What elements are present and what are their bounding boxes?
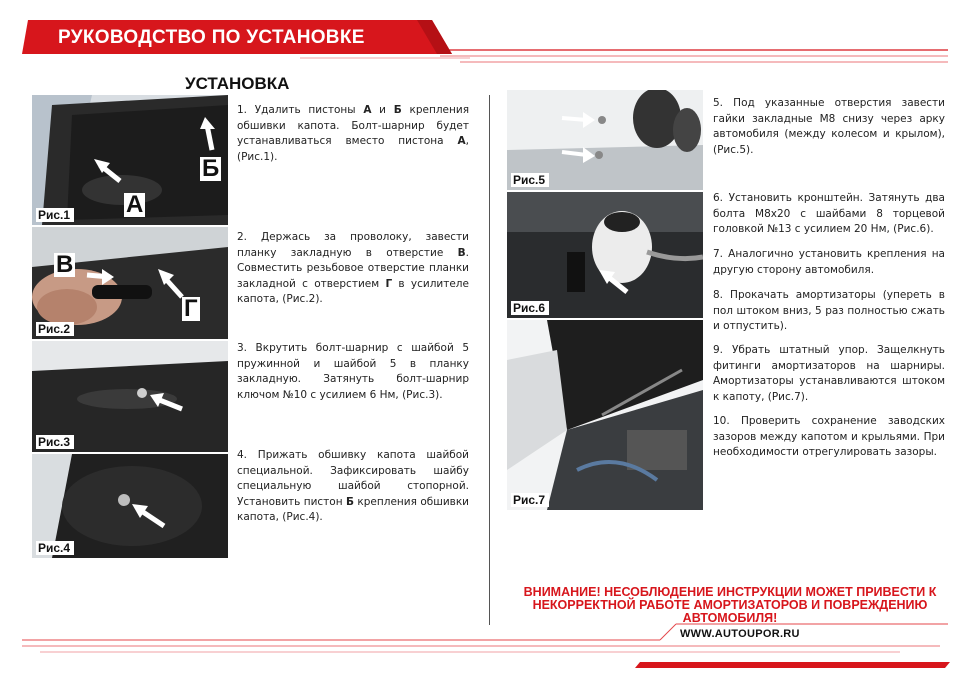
step-4-text: 4. Прижать обшивку капота шайбой специальной. Зафиксировать шайбу специальную шайбой стопорной. Установить пистон Б крепления обшивки капота, (Рис.4). [237, 449, 470, 523]
warning-notice: ВНИМАНИЕ! НЕСОБЛЮДЕНИЕ ИНСТРУКЦИИ МОЖЕТ ПРИВЕСТИ К НЕКОРРЕКТНОЙ РАБОТЕ АМОРТИЗАТОРОВ И ПОВРЕЖДЕНИЮ АВТОМОБИЛЯ! [523, 585, 937, 625]
marker-a: А [126, 191, 144, 218]
figure-6-label: Рис.6 [511, 301, 549, 315]
figure-3-photo [32, 341, 228, 452]
figure-4-photo [32, 454, 228, 558]
step-6-text: 6. Установить кронштейн. Затянуть два болта М8х20 с шайбами 8 торцевой головкой №13 с усилием 20 Нм, (Рис.6). [713, 192, 945, 235]
step-2-text: 2. Держась за проволоку, завести планку закладную в отверстие В. Совместить резьбовое отверстие планки закладной с отверстием Г в усилителе капота, (Рис.2). [237, 231, 469, 305]
figure-7-photo [507, 320, 703, 510]
column-divider [489, 95, 490, 625]
figure-1-label: Рис.1 [36, 208, 74, 222]
figure-1-photo [32, 95, 228, 225]
figure-6-photo [507, 192, 703, 318]
header-banner [22, 20, 452, 54]
step-5-text: 5. Под указанные отверстия завести гайки закладные М8 снизу через арку автомобиля (между колесом и крылом), (Рис.5). [713, 97, 945, 156]
marker-b: Б [202, 155, 220, 182]
figure-3-label: Рис.3 [36, 435, 74, 449]
figure-2-label: Рис.2 [36, 322, 74, 336]
step-8-text: 8. Прокачать амортизаторы (упереть в пол штоком вниз, 5 раз полностью сжать и отпустить). [713, 289, 945, 332]
step-10-text: 10. Проверить сохранение заводских зазоров между капотом и крыльями. При необходимости отрегулировать зазоры. [713, 415, 945, 458]
step-9-text: 9. Убрать штатный упор. Защелкнуть фитинги амортизаторов на шарниры. Амортизаторы устанавливаются штоком к капоту, (Рис.7). [713, 344, 945, 403]
figure-7-label: Рис.7 [511, 493, 549, 507]
step-7-text: 7. Аналогично установить крепления на другую сторону автомобиля. [713, 248, 945, 276]
marker-v: В [56, 251, 74, 278]
banner-title: РУКОВОДСТВО ПО УСТАНОВКЕ [58, 27, 365, 48]
section-title: УСТАНОВКА [185, 74, 290, 93]
step-1-text: 1. Удалить пистоны А и Б крепления обшивки капота. Болт-шарнир будет устанавливаться вместо пистона А, (Рис.1). [237, 104, 470, 163]
figure-4-label: Рис.4 [36, 541, 74, 555]
figure-5-label: Рис.5 [511, 173, 549, 187]
step-3-text: 3. Вкрутить болт-шарнир с шайбой 5 пружинной и шайбой 5 в планку закладную. Затянуть болт-шарнир ключом №10 с усилием 6 Нм, (Рис.3). [237, 342, 469, 401]
figure-5-photo [507, 90, 703, 190]
marker-g: Г [184, 295, 198, 322]
figure-2-photo [32, 227, 228, 339]
website-link[interactable]: WWW.AUTOUPOR.RU [680, 628, 800, 640]
